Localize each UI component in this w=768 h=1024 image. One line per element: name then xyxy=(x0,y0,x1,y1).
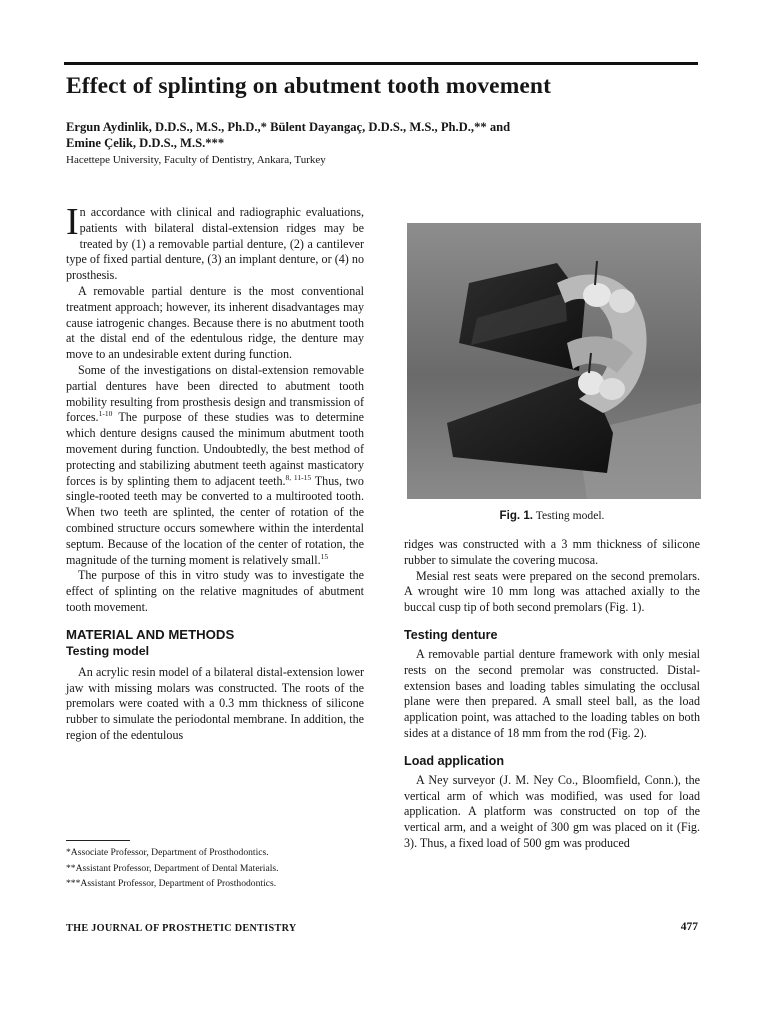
author-list xyxy=(66,120,666,151)
testing-model-photo xyxy=(407,223,701,499)
methods-paragraph-1-continued: ridges was constructed with a 3 mm thickness of silicone rubber to simulate the covering mucosa. xyxy=(404,537,700,567)
page-number: 477 xyxy=(680,921,698,933)
citation: 1-10 xyxy=(98,409,113,419)
methods-paragraph-2: Mesial rest seats were prepared on the second premolars. A wrought wire 10 mm long was attached axially to the buccal cusp tip of both second premolars (Fig. 1). xyxy=(404,568,700,615)
footnote-rule xyxy=(66,840,130,841)
left-column xyxy=(66,201,364,744)
author-line-1: Ergun Aydinlik, D.D.S., M.S., Ph.D.,* Bülent Dayangaç, D.D.S., M.S., Ph.D.,** and xyxy=(66,120,511,134)
figure-label: Fig. 1. xyxy=(499,509,534,522)
footnote: *Associate Professor, Department of Prosthodontics. xyxy=(66,847,269,858)
methods-paragraph-4: A Ney surveyor (J. M. Ney Co., Bloomfield, Conn.), the vertical arm of which was modified, was used for load application. A platform was constructed on top of the vertical arm, and a weight of 300 gm was placed on it (Fig. 3). Thus, a fixed load of 500 gm was produced xyxy=(404,772,700,850)
subsection-heading-load-application: Load application xyxy=(404,753,505,768)
author-line-2: Emine Çelik, D.D.S., M.S.*** xyxy=(66,135,225,150)
citation: 8, 11-15 xyxy=(285,472,312,482)
intro-paragraph-4: The purpose of this in vitro study was to investigate the effect of splinting on the relative magnitudes of abutment tooth movement. xyxy=(66,568,364,614)
figure-caption xyxy=(404,509,700,522)
right-column xyxy=(404,537,700,852)
affiliation: Hacettepe University, Faculty of Dentistry, Ankara, Turkey xyxy=(66,154,326,166)
section-heading: MATERIAL AND METHODS xyxy=(66,626,235,642)
figure-testing-model xyxy=(407,223,701,499)
citation: 15 xyxy=(320,551,329,561)
footnote: ***Assistant Professor, Department of Prosthodontics. xyxy=(66,878,277,889)
drop-cap: I xyxy=(66,201,79,243)
subsection-heading-testing-model: Testing model xyxy=(66,643,150,658)
figure-caption-text: Testing model. xyxy=(535,509,605,522)
journal-name: THE JOURNAL OF PROSTHETIC DENTISTRY xyxy=(66,923,297,934)
intro-paragraph-1: In accordance with clinical and radiographic evaluations, patients with bilateral distal-extension ridges may be treated by (1) a removable partial denture, (2) a cantilever type of fixed partial denture, (3) an implant denture, or (4) no prosthesis. xyxy=(66,201,364,283)
title-rule xyxy=(64,62,698,65)
footnotes xyxy=(66,845,366,892)
intro-paragraph-3: Some of the investigations on distal-extension removable partial dentures have been directed to abutment tooth mobility resulting from prosthesis design and transmission of forces.$^{1-10}$ The purpose of these studies was to determine which denture designs caused the minimum abutment tooth movement during function. Undoubtedly, the best method of protecting and stabilizing abutment teeth against masticatory forces is by splinting them to adjacent teeth.$^{8, 11-15}$ Thus, two single-rooted teeth may be converted to a multirooted tooth. When two teeth are splinted, the center of rotation of the combined structure occurs somewhere within the interdental septum. Because of the location of the center of rotation, the magnitude of the turning moment is relatively small.$^{15}$ xyxy=(66,362,364,567)
subsection-heading-testing-denture: Testing denture xyxy=(404,627,498,642)
article-title: Effect of splinting on abutment tooth movement xyxy=(66,73,552,99)
methods-paragraph-3: A removable partial denture framework with only mesial rests on the second premolar was constructed. Distal-extension bases and loading tables simulating the occlusal plane were then prepared. A small steel ball, as the load application point, was attached to the loading tables on both sides at a distance of 18 mm from the rod (Fig. 2). xyxy=(404,646,700,740)
methods-paragraph-1: An acrylic resin model of a bilateral distal-extension lower jaw with missing molars was constructed. The roots of the premolars were coated with a 0.3 mm thickness of silicone rubber to simulate the periodontal membrane. In addition, the region of the edentulous xyxy=(66,664,364,742)
footnote: **Assistant Professor, Department of Dental Materials. xyxy=(66,862,279,874)
intro-paragraph-2: A removable partial denture is the most conventional treatment approach; however, its inherent disadvantages may cause iatrogenic changes. Because there is no abutment tooth at the distal end of the edentulous ridge, the denture may move to an undesirable extent during function. xyxy=(66,283,364,362)
